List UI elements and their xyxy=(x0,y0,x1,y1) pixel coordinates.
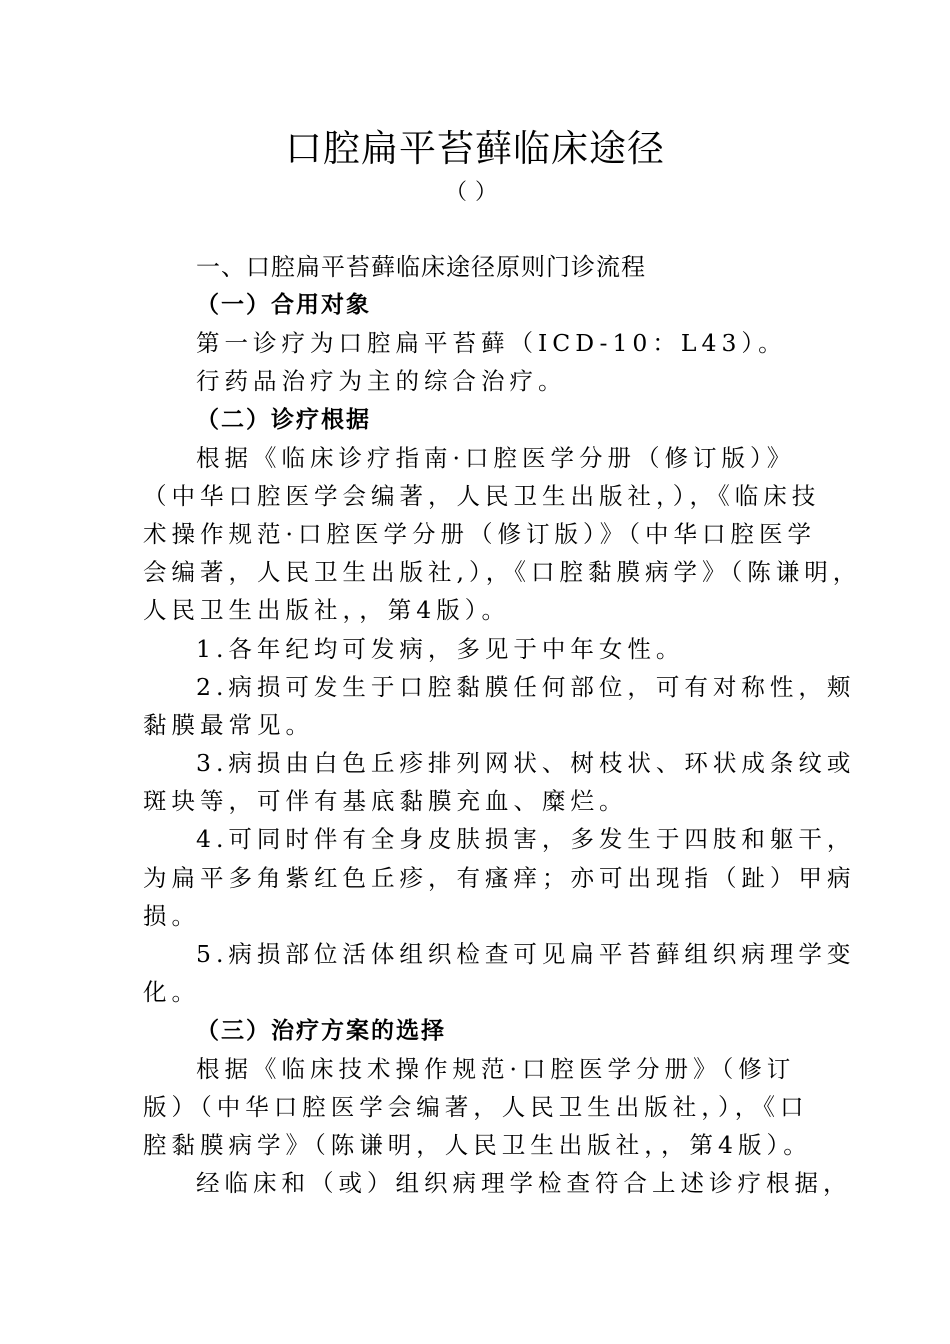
paragraph-line: 根据《临床技术操作规范·口腔医学分册》（修订 xyxy=(196,1055,796,1083)
list-item-line: 损。 xyxy=(143,902,200,930)
paragraph-line: 经临床和（或）组织病理学检查符合上述诊疗根据， xyxy=(196,1169,852,1197)
list-item-line: 2.病损可发生于口腔黏膜任何部位，可有对称性，颊 xyxy=(196,673,856,701)
list-item-line: 为扁平多角紫红色丘疹，有瘙痒；亦可出现指（趾）甲病 xyxy=(143,864,856,892)
document-subtitle: （） xyxy=(444,180,505,205)
paragraph-line: 根据《临床诊疗指南·口腔医学分册（修订版）》 xyxy=(196,444,796,472)
paragraph-line: 版）（中华口腔医学会编著，人民卫生出版社，），《口 xyxy=(143,1093,809,1121)
subsection-heading: （一）合用对象 xyxy=(196,292,371,318)
list-item-line: 5.病损部位活体组织检查可见扁平苔藓组织病理学变 xyxy=(196,940,856,968)
paragraph-line: 行药品治疗为主的综合治疗。 xyxy=(196,367,567,395)
subsection-heading: （三）治疗方案的选择 xyxy=(196,1018,446,1044)
subsection-heading: （二）诊疗根据 xyxy=(196,407,371,433)
list-item-line: 斑块等，可伴有基底黏膜充血、糜烂。 xyxy=(143,787,628,815)
paragraph-line: 腔黏膜病学》（陈谦明，人民卫生出版社，，第4版）。 xyxy=(143,1131,812,1159)
section-heading: 一、口腔扁平苔藓临床途径原则门诊流程 xyxy=(196,253,646,281)
list-item-line: 3.病损由白色丘疹排列网状、树枝状、环状成条纹或 xyxy=(196,749,856,777)
document-title: 口腔扁平苔藓临床途径 xyxy=(285,127,665,170)
paragraph-line: 会编著，人民卫生出版社,），《口腔黏膜病学》（陈谦明， xyxy=(143,558,862,586)
paragraph-line: （中华口腔医学会编著，人民卫生出版社，），《临床技 xyxy=(143,482,821,510)
list-item-line: 4.可同时伴有全身皮肤损害，多发生于四肢和躯干， xyxy=(196,825,856,853)
paragraph-line: 人民卫生出版社，，第4版）。 xyxy=(143,596,510,624)
paragraph-line: 术操作规范·口腔医学分册（修订版）》（中华口腔医学 xyxy=(143,520,816,548)
paragraph-line: 第一诊疗为口腔扁平苔藓（ICD-10：L43）。 xyxy=(196,329,787,357)
list-item-line: 1.各年纪均可发病，多见于中年女性。 xyxy=(196,635,685,663)
list-item-line: 化。 xyxy=(143,978,200,1006)
list-item-line: 黏膜最常见。 xyxy=(143,711,314,739)
